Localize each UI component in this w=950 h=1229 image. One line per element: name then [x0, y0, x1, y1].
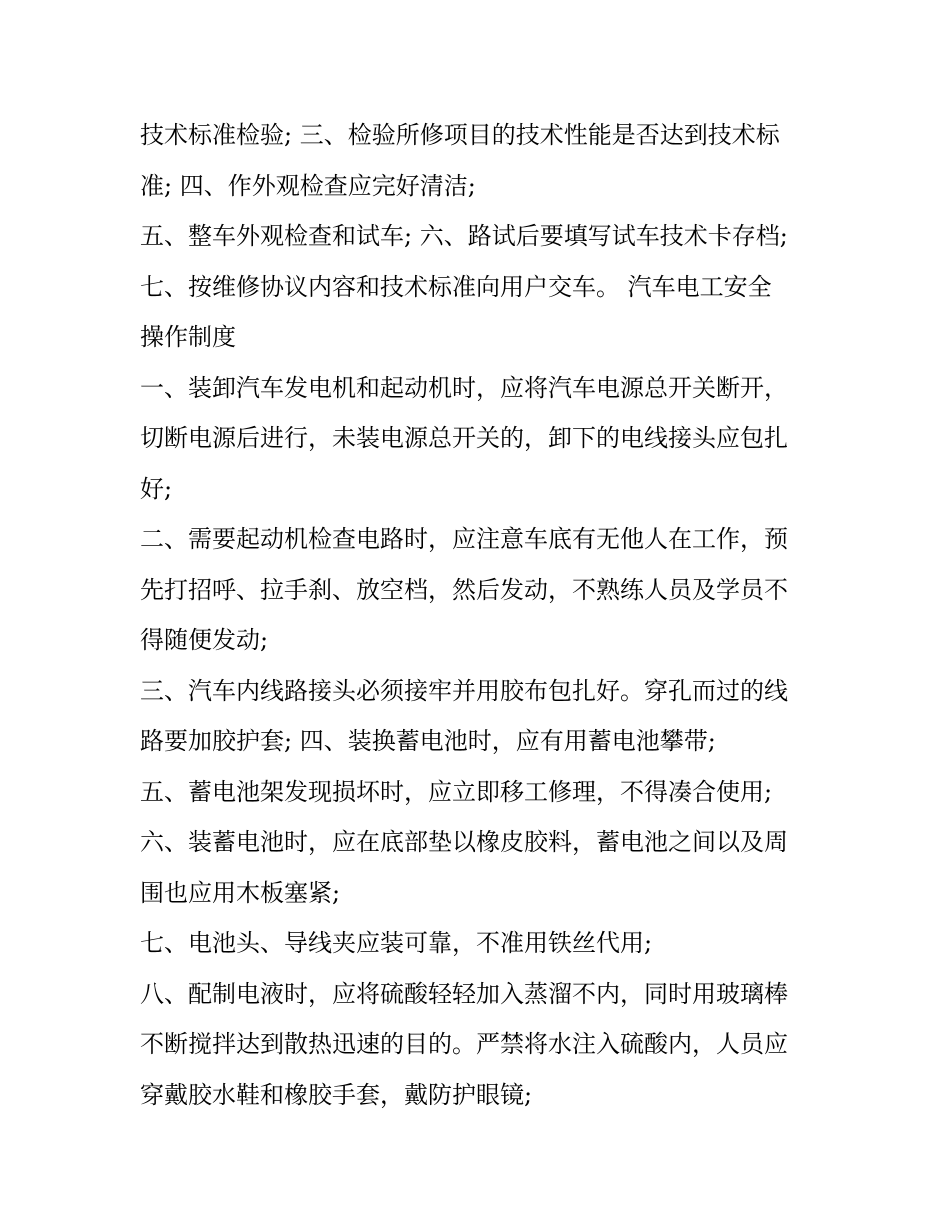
text-line: 穿戴胶水鞋和橡胶手套，戴防护眼镜;: [140, 1080, 533, 1109]
text-line: 六、装蓄电池时，应在底部垫以橡皮胶料，蓄电池之间以及周: [140, 828, 788, 856]
text-line: 不断搅拌达到散热迅速的目的。严禁将水注入硫酸内，人员应: [140, 1030, 788, 1058]
text-line: 三、汽车内线路接头必须接牢并用胶布包扎好。穿孔而过的线: [140, 676, 788, 705]
text-line: 技术标准检验; 三、检验所修项目的技术性能是否达到技术标: [140, 121, 780, 149]
text-line: 得随便发动;: [140, 626, 269, 654]
text-line: 七、按维修协议内容和技术标准向用户交车。 汽车电工安全: [140, 272, 772, 301]
section-heading: 操作制度: [140, 323, 236, 351]
body-text: [140, 110, 820, 1120]
text-line: 八、配制电液时，应将硫酸轻轻加入蒸溜不内，同时用玻璃棒: [140, 979, 788, 1008]
text-line: 五、整车外观检查和试车; 六、路试后要填写试车技术卡存档;: [140, 222, 788, 250]
text-line: 路要加胶护套; 四、装换蓄电池时，应有用蓄电池攀带;: [140, 727, 716, 755]
text-line: 一、装卸汽车发电机和起动机时，应将汽车电源总开关断开，: [140, 373, 788, 402]
text-line: 七、电池头、导线夹应装可靠，不准用铁丝代用;: [140, 929, 653, 957]
text-line: 先打招呼、拉手刹、放空档，然后发动，不熟练人员及学员不: [140, 575, 788, 604]
text-line: 围也应用木板塞紧;: [140, 878, 341, 907]
text-line: 二、需要起动机检查电路时，应注意车底有无他人在工作，预: [140, 525, 788, 553]
text-line: 切断电源后进行，未装电源总开关的，卸下的电线接头应包扎: [140, 424, 788, 452]
text-line: 五、蓄电池架发现损坏时，应立即移工修理，不得凑合使用;: [140, 777, 773, 806]
text-line: 准; 四、作外观检查应完好清洁;: [140, 171, 476, 200]
text-line: 好;: [140, 474, 173, 503]
